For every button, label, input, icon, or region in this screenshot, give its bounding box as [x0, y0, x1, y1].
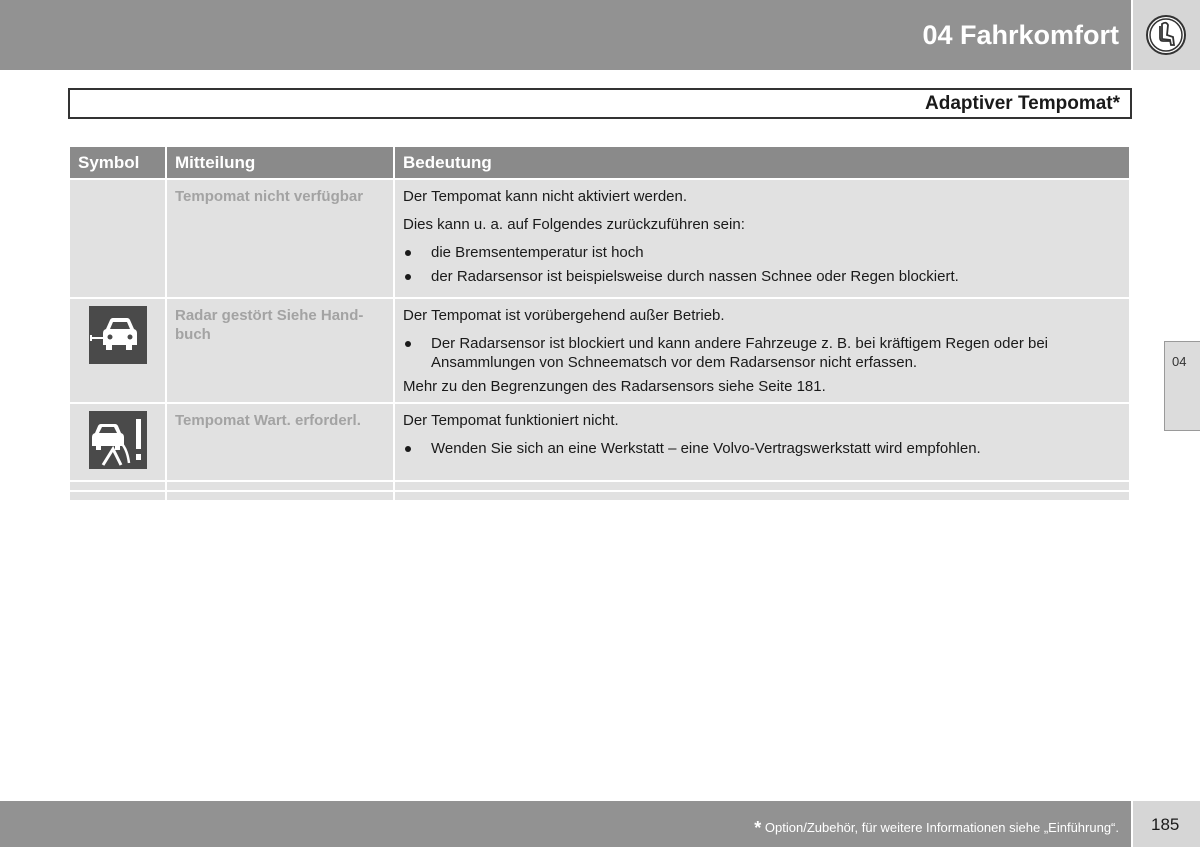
empty-cell — [70, 492, 165, 500]
footnote-text: Option/Zubehör, für weitere Informationen siehe „Einführung“. — [764, 820, 1119, 835]
empty-cell — [167, 492, 393, 500]
header-bar — [0, 0, 1131, 70]
page-number: 185 — [1151, 815, 1180, 834]
chapter-title: 04 Fahrkomfort — [922, 20, 1119, 50]
section-title: Adaptiver Tempomat* — [925, 93, 1120, 114]
column-header-message: Mitteilung — [167, 147, 393, 178]
bullet-item: Wenden Sie sich an eine Werkstatt – eine Volvo-Vertragswerkstatt wird empfohlen. — [403, 439, 1121, 458]
table-row-empty — [70, 492, 1129, 500]
meaning-line: Der Tempomat kann nicht aktiviert werden. — [403, 188, 688, 205]
message-table — [68, 145, 1131, 502]
empty-cell — [70, 482, 165, 490]
chapter-side-tab — [1164, 341, 1200, 431]
table-header-row — [70, 147, 1129, 178]
service-required-icon — [89, 411, 147, 469]
section-header — [68, 88, 1132, 119]
bullet-list — [403, 439, 1121, 458]
table-row — [70, 404, 1129, 480]
bullet-item: Der Radarsensor ist blockiert und kann andere Fahrzeuge z. B. bei kräftigem Regen oder bei Ansammlungen von Schneematsch vor dem Radarsensor nicht erfassen. — [403, 334, 1121, 372]
symbol-cell — [70, 404, 165, 480]
message-cell: Tempomat Wart. erforderl. — [167, 404, 393, 480]
empty-cell — [395, 482, 1129, 490]
symbol-cell — [70, 299, 165, 402]
meaning-line: Der Tempomat ist vorübergehend außer Betrieb. — [403, 307, 725, 324]
meaning-cell — [395, 299, 1129, 402]
column-header-symbol: Symbol — [70, 147, 165, 178]
meaning-line: Dies kann u. a. auf Folgendes zurückzuführen sein: — [403, 216, 745, 233]
meaning-line: Der Tempomat funktioniert nicht. — [403, 412, 619, 429]
meaning-after: Mehr zu den Begrenzungen des Radarsensors siehe Seite 181. — [403, 378, 826, 395]
bullet-list — [403, 243, 1121, 286]
column-header-meaning: Bedeutung — [395, 147, 1129, 178]
bullet-list — [403, 334, 1121, 372]
footnote — [754, 818, 1119, 839]
bullet-item: die Bremsentemperatur ist hoch — [403, 243, 1121, 262]
table-row — [70, 299, 1129, 402]
page-number-box — [1133, 801, 1200, 847]
message-cell: Radar gestört Siehe Handbuch — [167, 299, 393, 402]
chapter-icon-box — [1133, 0, 1200, 70]
meaning-cell — [395, 180, 1129, 297]
empty-cell — [167, 482, 393, 490]
footnote-star: * — [754, 818, 762, 838]
meaning-cell — [395, 404, 1129, 480]
empty-cell — [395, 492, 1129, 500]
message-cell: Tempomat nicht verfügbar — [167, 180, 393, 297]
seat-icon — [1145, 14, 1187, 56]
radar-disturbed-icon — [89, 306, 147, 364]
side-tab-label: 04 — [1172, 354, 1187, 369]
table-row — [70, 180, 1129, 297]
bullet-item: der Radarsensor ist beispielsweise durch nassen Schnee oder Regen blockiert. — [403, 267, 1121, 286]
table-row-empty — [70, 482, 1129, 490]
footer-bar — [0, 801, 1131, 847]
symbol-cell — [70, 180, 165, 297]
